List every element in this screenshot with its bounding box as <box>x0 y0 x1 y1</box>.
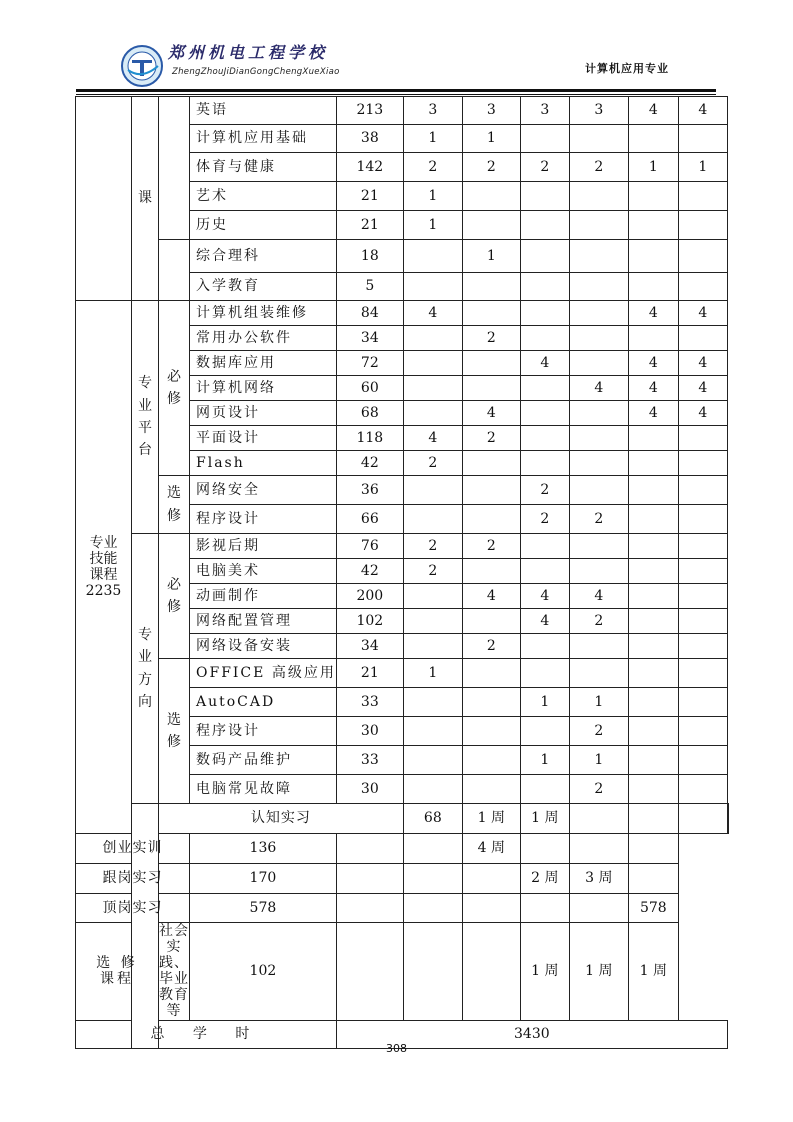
semester-2: 3 <box>462 97 520 125</box>
semester-2 <box>462 505 520 534</box>
page-header <box>0 0 793 96</box>
semester-2 <box>462 688 520 717</box>
semester-5 <box>628 476 678 505</box>
semester-4 <box>628 804 678 834</box>
semester-6: 4 <box>678 351 727 376</box>
table-row <box>76 923 729 1021</box>
course-hours: 33 <box>336 688 403 717</box>
category-line-4: 2235 <box>85 583 122 600</box>
semester-6 <box>678 182 727 211</box>
semester-3 <box>520 634 569 659</box>
semester-5: 3 周 <box>569 864 628 894</box>
semester-6: 4 <box>678 376 727 401</box>
semester-5: 4 <box>628 401 678 426</box>
semester-6 <box>678 476 727 505</box>
semester-2 <box>403 894 462 923</box>
semester-6 <box>678 240 727 273</box>
semester-6 <box>678 775 727 804</box>
direction-label: 专业方向 <box>138 626 152 710</box>
course-name: 影视后期 <box>190 534 337 559</box>
platform-label-cell <box>132 301 159 534</box>
semester-3 <box>520 240 569 273</box>
semester-3 <box>520 376 569 401</box>
semester-1 <box>403 609 462 634</box>
semester-4: 2 <box>569 717 628 746</box>
semester-4 <box>569 426 628 451</box>
category-continuation-cell <box>76 97 132 301</box>
curriculum-table <box>75 96 729 1049</box>
course-name: AutoCAD <box>190 688 337 717</box>
semester-6 <box>678 125 727 153</box>
semester-3 <box>520 775 569 804</box>
course-hours: 118 <box>336 426 403 451</box>
semester-3 <box>462 894 520 923</box>
practice-name: 跟岗实习 <box>76 864 190 894</box>
table-row <box>76 534 729 559</box>
semester-5: 1 <box>628 153 678 182</box>
semester-1 <box>403 688 462 717</box>
elective-courses-label-1: 选 修 <box>96 955 138 972</box>
course-hours: 34 <box>336 326 403 351</box>
direction-elective-cell <box>159 659 190 804</box>
semester-1 <box>336 864 403 894</box>
course-name: 网络设备安装 <box>190 634 337 659</box>
semester-1: 4 <box>403 426 462 451</box>
semester-2: 2 <box>462 153 520 182</box>
semester-2: 2 <box>462 426 520 451</box>
course-hours: 66 <box>336 505 403 534</box>
platform-elective-cell <box>159 476 190 534</box>
semester-4: 2 <box>569 609 628 634</box>
course-hours: 42 <box>336 559 403 584</box>
semester-4 <box>569 182 628 211</box>
course-name: 艺术 <box>190 182 337 211</box>
semester-6: 1 周 <box>628 923 678 1021</box>
semester-6: 1 <box>678 153 727 182</box>
semester-3 <box>520 182 569 211</box>
course-name: 网络配置管理 <box>190 609 337 634</box>
semester-5 <box>628 659 678 688</box>
practice-name: 创业实训 <box>76 834 190 864</box>
semester-4: 2 <box>569 775 628 804</box>
course-hours: 60 <box>336 376 403 401</box>
semester-4 <box>569 401 628 426</box>
semester-5 <box>628 211 678 240</box>
semester-2 <box>462 659 520 688</box>
semester-4 <box>569 659 628 688</box>
semester-1: 1 周 <box>462 804 520 834</box>
category-line-3: 课程 <box>89 567 118 583</box>
semester-1: 2 <box>403 451 462 476</box>
semester-2 <box>403 864 462 894</box>
semester-4: 1 周 <box>520 923 569 1021</box>
semester-1 <box>403 476 462 505</box>
semester-3: 2 <box>520 476 569 505</box>
semester-6 <box>678 746 727 775</box>
school-name-en: ZhengZhouJiDianGongChengXueXiao <box>172 67 340 77</box>
semester-2 <box>462 775 520 804</box>
course-hours: 30 <box>336 717 403 746</box>
course-hours: 18 <box>336 240 403 273</box>
course-name: 程序设计 <box>190 717 337 746</box>
course-hours: 68 <box>336 401 403 426</box>
semester-1: 1 <box>403 211 462 240</box>
semester-2 <box>462 211 520 240</box>
semester-5 <box>628 688 678 717</box>
semester-6 <box>678 717 727 746</box>
course-hours: 84 <box>336 301 403 326</box>
course-name: 入学教育 <box>190 273 337 301</box>
direction-required-label: 必修 <box>167 576 181 615</box>
semester-4 <box>569 476 628 505</box>
semester-3 <box>520 426 569 451</box>
semester-4 <box>569 451 628 476</box>
semester-1 <box>403 634 462 659</box>
semester-3: 2 <box>520 153 569 182</box>
semester-6 <box>678 534 727 559</box>
course-hours: 30 <box>336 775 403 804</box>
semester-1: 2 <box>403 153 462 182</box>
direction-label-cell <box>132 534 159 804</box>
course-name: 综合理科 <box>190 240 337 273</box>
semester-2: 2 <box>462 634 520 659</box>
semester-6 <box>678 211 727 240</box>
course-name: 数据库应用 <box>190 351 337 376</box>
semester-1: 2 <box>403 559 462 584</box>
semester-5 <box>628 584 678 609</box>
course-hours: 102 <box>190 923 337 1021</box>
semester-3 <box>462 864 520 894</box>
table-row <box>76 240 729 273</box>
platform-label: 专业平台 <box>138 375 152 459</box>
semester-2: 1 <box>462 125 520 153</box>
direction-elective-label: 选修 <box>167 711 181 750</box>
course-hours: 136 <box>190 834 337 864</box>
semester-2 <box>403 834 462 864</box>
semester-1 <box>403 717 462 746</box>
course-hours: 36 <box>336 476 403 505</box>
course-name: Flash <box>190 451 337 476</box>
semester-5 <box>628 426 678 451</box>
semester-3 <box>520 273 569 301</box>
semester-6 <box>727 804 728 834</box>
table-row <box>76 834 729 864</box>
semester-5 <box>569 894 628 923</box>
semester-5 <box>628 634 678 659</box>
semester-4: 3 <box>569 97 628 125</box>
course-hours: 5 <box>336 273 403 301</box>
semester-1: 3 <box>403 97 462 125</box>
semester-4 <box>569 211 628 240</box>
semester-3 <box>520 125 569 153</box>
school-name-cn: 郑州机电工程学校 <box>168 43 329 62</box>
semester-5 <box>628 746 678 775</box>
semester-2 <box>462 273 520 301</box>
semester-4 <box>520 894 569 923</box>
spacer-cell <box>159 240 190 301</box>
course-name: 电脑常见故障 <box>190 775 337 804</box>
course-name: 社会实践、毕业教育等 <box>159 923 189 1020</box>
course-name: OFFICE 高级应用 <box>190 659 337 688</box>
semester-5 <box>628 775 678 804</box>
table-row <box>76 659 729 688</box>
semester-4 <box>520 834 569 864</box>
semester-3 <box>520 211 569 240</box>
semester-5: 4 <box>628 97 678 125</box>
semester-5: 4 <box>628 351 678 376</box>
course-name: 计算机应用基础 <box>190 125 337 153</box>
semester-3: 4 <box>520 351 569 376</box>
category-cell <box>76 301 132 834</box>
semester-1 <box>403 240 462 273</box>
semester-6 <box>678 505 727 534</box>
category-line-1: 专业 <box>89 534 118 551</box>
semester-2 <box>462 451 520 476</box>
semester-6 <box>678 426 727 451</box>
semester-5 <box>628 505 678 534</box>
semester-2 <box>462 376 520 401</box>
semester-2 <box>403 923 462 1021</box>
semester-4: 4 <box>569 376 628 401</box>
semester-3: 1 <box>520 746 569 775</box>
semester-6 <box>678 634 727 659</box>
semester-1: 1 <box>403 182 462 211</box>
course-name: 体育与健康 <box>190 153 337 182</box>
course-hours: 142 <box>336 153 403 182</box>
semester-3: 3 <box>520 97 569 125</box>
semester-5: 4 <box>628 301 678 326</box>
course-name: 平面设计 <box>190 426 337 451</box>
semester-1 <box>403 273 462 301</box>
semester-4: 4 <box>569 584 628 609</box>
semester-6: 578 <box>628 894 678 923</box>
semester-5 <box>678 804 727 834</box>
semester-4: 1 <box>569 746 628 775</box>
semester-1 <box>336 923 403 1021</box>
school-logo-icon <box>120 44 164 88</box>
semester-2 <box>462 559 520 584</box>
semester-5 <box>569 834 628 864</box>
semester-1: 1 <box>403 659 462 688</box>
semester-6: 4 <box>678 401 727 426</box>
semester-3: 4 周 <box>462 834 520 864</box>
semester-1 <box>336 894 403 923</box>
semester-1: 4 <box>403 301 462 326</box>
semester-5 <box>628 125 678 153</box>
course-hours: 578 <box>190 894 337 923</box>
semester-2: 4 <box>462 401 520 426</box>
course-hours: 21 <box>336 211 403 240</box>
semester-3 <box>569 804 628 834</box>
semester-3 <box>520 559 569 584</box>
course-hours: 33 <box>336 746 403 775</box>
semester-1 <box>336 834 403 864</box>
course-name: 程序设计 <box>190 505 337 534</box>
practice-name: 认知实习 <box>159 804 404 834</box>
semester-3 <box>520 659 569 688</box>
semester-4 <box>569 240 628 273</box>
semester-4 <box>569 559 628 584</box>
page-number: 308 <box>386 1042 407 1055</box>
course-name: 英语 <box>190 97 337 125</box>
semester-6: 4 <box>678 301 727 326</box>
table-row <box>76 804 729 834</box>
semester-3 <box>462 923 520 1021</box>
semester-2 <box>462 609 520 634</box>
semester-1 <box>403 775 462 804</box>
course-hours: 21 <box>336 182 403 211</box>
spacer-cell <box>159 97 190 240</box>
course-hours: 102 <box>336 609 403 634</box>
semester-2: 1 <box>462 240 520 273</box>
semester-2 <box>462 301 520 326</box>
semester-4 <box>569 351 628 376</box>
semester-6 <box>678 609 727 634</box>
semester-5: 4 <box>628 376 678 401</box>
subcategory-cell: 课 <box>132 97 159 301</box>
course-hours: 38 <box>336 125 403 153</box>
semester-3 <box>520 451 569 476</box>
semester-3 <box>520 301 569 326</box>
semester-5 <box>628 559 678 584</box>
course-hours: 76 <box>336 534 403 559</box>
semester-2 <box>462 351 520 376</box>
semester-2 <box>462 476 520 505</box>
semester-6 <box>678 326 727 351</box>
semester-2: 2 <box>462 534 520 559</box>
course-name: 计算机组装维修 <box>190 301 337 326</box>
semester-6 <box>678 273 727 301</box>
semester-6: 4 <box>678 97 727 125</box>
semester-5 <box>628 451 678 476</box>
semester-3: 2 <box>520 505 569 534</box>
course-hours: 21 <box>336 659 403 688</box>
platform-required-cell <box>159 301 190 476</box>
semester-6 <box>678 451 727 476</box>
semester-3 <box>520 401 569 426</box>
course-name: 网页设计 <box>190 401 337 426</box>
semester-5 <box>628 534 678 559</box>
semester-1 <box>403 505 462 534</box>
course-name: 数码产品维护 <box>190 746 337 775</box>
semester-6 <box>678 659 727 688</box>
platform-required-label: 必修 <box>167 368 181 407</box>
semester-6 <box>628 834 678 864</box>
semester-4 <box>569 273 628 301</box>
semester-5 <box>628 326 678 351</box>
course-hours: 34 <box>336 634 403 659</box>
elective-courses-label-2: 课程 <box>100 971 134 988</box>
table-row <box>76 301 729 326</box>
semester-6 <box>678 688 727 717</box>
semester-2: 1 周 <box>520 804 569 834</box>
semester-4: 2 <box>569 153 628 182</box>
course-hours: 72 <box>336 351 403 376</box>
semester-2 <box>462 717 520 746</box>
table-row <box>76 864 729 894</box>
semester-3: 4 <box>520 609 569 634</box>
category-line-2: 技能 <box>89 550 118 567</box>
semester-3 <box>520 534 569 559</box>
semester-6 <box>678 559 727 584</box>
course-hours: 68 <box>403 804 462 834</box>
department-title: 计算机应用专业 <box>585 62 669 75</box>
semester-4 <box>569 326 628 351</box>
course-name: 电脑美术 <box>190 559 337 584</box>
semester-1 <box>403 584 462 609</box>
course-name: 常用办公软件 <box>190 326 337 351</box>
course-name: 动画制作 <box>190 584 337 609</box>
course-hours: 42 <box>336 451 403 476</box>
semester-5 <box>628 609 678 634</box>
semester-2 <box>462 182 520 211</box>
course-name: 历史 <box>190 211 337 240</box>
course-name: 计算机网络 <box>190 376 337 401</box>
semester-2: 4 <box>462 584 520 609</box>
total-value: 3430 <box>336 1020 727 1048</box>
semester-4 <box>569 634 628 659</box>
semester-2: 2 <box>462 326 520 351</box>
direction-required-cell <box>159 534 190 659</box>
semester-6 <box>678 584 727 609</box>
semester-1: 2 <box>403 534 462 559</box>
table-row <box>76 894 729 923</box>
semester-1: 1 <box>403 125 462 153</box>
course-hours: 200 <box>336 584 403 609</box>
semester-6 <box>628 864 678 894</box>
semester-2 <box>462 746 520 775</box>
semester-4: 2 周 <box>520 864 569 894</box>
semester-3 <box>520 717 569 746</box>
course-hours: 170 <box>190 864 337 894</box>
semester-4 <box>569 301 628 326</box>
semester-5 <box>628 717 678 746</box>
course-hours: 213 <box>336 97 403 125</box>
semester-3: 1 <box>520 688 569 717</box>
elective-courses-label-cell <box>76 923 159 1021</box>
header-rule <box>76 89 716 92</box>
semester-5 <box>628 273 678 301</box>
table-row <box>76 476 729 505</box>
semester-3 <box>520 326 569 351</box>
semester-5 <box>628 240 678 273</box>
semester-4: 1 <box>569 688 628 717</box>
semester-5 <box>628 182 678 211</box>
platform-elective-label: 选修 <box>167 485 181 524</box>
semester-1 <box>403 746 462 775</box>
table-row <box>76 97 729 125</box>
semester-1 <box>403 326 462 351</box>
practice-name: 顶岗实习 <box>76 894 190 923</box>
total-label: 总 学 时 <box>76 1020 337 1048</box>
semester-1 <box>403 351 462 376</box>
semester-5: 1 周 <box>569 923 628 1021</box>
semester-3: 4 <box>520 584 569 609</box>
semester-4 <box>569 125 628 153</box>
semester-1 <box>403 401 462 426</box>
course-name: 网络安全 <box>190 476 337 505</box>
semester-4: 2 <box>569 505 628 534</box>
semester-1 <box>403 376 462 401</box>
header-rule-thin <box>76 94 716 95</box>
semester-4 <box>569 534 628 559</box>
